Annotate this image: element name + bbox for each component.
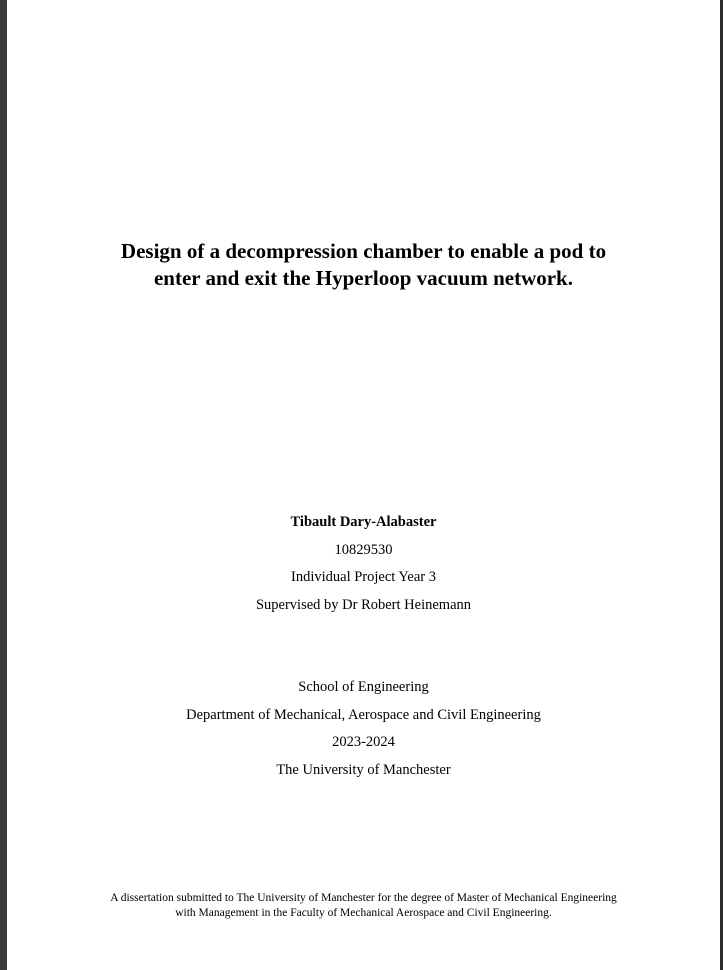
- department-label: Department of Mechanical, Aerospace and Civil Engineering: [186, 706, 541, 723]
- title-line-2: enter and exit the Hyperloop vacuum network.: [153, 266, 573, 290]
- dissertation-statement: [7, 891, 720, 921]
- school-label: School of Engineering: [298, 679, 429, 695]
- statement-line-1: A dissertation submitted to The University of Manchester for the degree of Master of Mechanical Engineering: [110, 892, 617, 904]
- student-id: 10829530: [334, 541, 393, 558]
- document-page: [7, 0, 720, 970]
- project-label: Individual Project Year 3: [291, 569, 436, 585]
- supervisor-label: Supervised by Dr Robert Heinemann: [255, 596, 472, 613]
- document-title: [7, 238, 720, 292]
- title-line-1: Design of a decompression chamber to enable a pod to: [120, 239, 607, 263]
- author-block: [7, 512, 720, 622]
- institution-block: [7, 677, 720, 787]
- statement-line-2: with Management in the Faculty of Mechanical Aerospace and Civil Engineering.: [175, 907, 552, 919]
- university-label: The University of Manchester: [276, 761, 451, 778]
- academic-year: 2023-2024: [332, 734, 395, 750]
- viewer-left-edge: [0, 0, 7, 970]
- author-name: Tibault Dary-Alabaster: [290, 514, 437, 530]
